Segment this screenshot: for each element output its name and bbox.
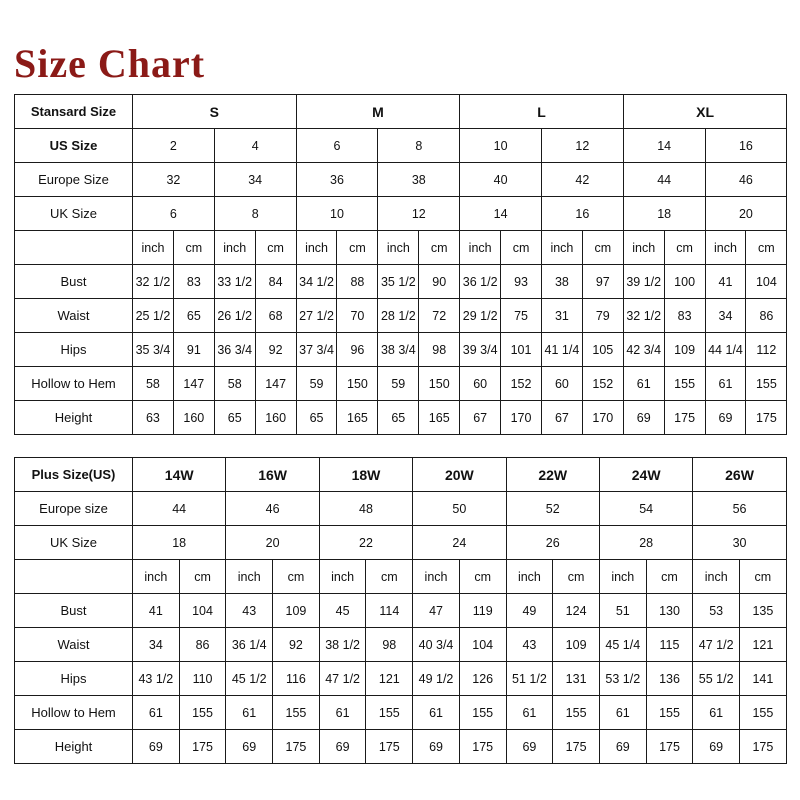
cell-height-15: 175 bbox=[746, 401, 787, 435]
cell-hips-8: 39 3/4 bbox=[460, 333, 501, 367]
plus-cell-waist-13: 121 bbox=[740, 628, 787, 662]
cell-hollow-13: 155 bbox=[664, 367, 705, 401]
cell-bust-3: 84 bbox=[255, 265, 296, 299]
cell-waist-10: 31 bbox=[541, 299, 582, 333]
cell-height-7: 165 bbox=[419, 401, 460, 435]
row-label-europe-size: Europe Size bbox=[15, 163, 133, 197]
plus-cell-waist-5: 98 bbox=[366, 628, 413, 662]
plus-cell-bust-12: 53 bbox=[693, 594, 740, 628]
plus-cell-height-10: 69 bbox=[599, 730, 646, 764]
plus-cell-height-8: 69 bbox=[506, 730, 553, 764]
cell-height-12: 69 bbox=[623, 401, 664, 435]
plus-cell-hollow-10: 61 bbox=[599, 696, 646, 730]
cell-height-0: 63 bbox=[133, 401, 174, 435]
page-title: Size Chart bbox=[14, 41, 206, 86]
plus-cell-hollow-6: 61 bbox=[413, 696, 460, 730]
cell-height-1: 160 bbox=[173, 401, 214, 435]
cell-bust-15: 104 bbox=[746, 265, 787, 299]
cell-hollow-14: 61 bbox=[705, 367, 746, 401]
cell-us-size-7: 16 bbox=[705, 129, 787, 163]
row-label-height: Height bbox=[15, 401, 133, 435]
plus-cell-hips-4: 47 1/2 bbox=[319, 662, 366, 696]
cell-waist-2: 26 1/2 bbox=[214, 299, 255, 333]
cell-height-2: 65 bbox=[214, 401, 255, 435]
plus-unit-cell-8: inch bbox=[506, 560, 553, 594]
table-row-height bbox=[15, 401, 787, 435]
unit-cell-10: inch bbox=[541, 231, 582, 265]
cell-europe-size-7: 46 bbox=[705, 163, 787, 197]
cell-bust-6: 35 1/2 bbox=[378, 265, 419, 299]
cell-bust-12: 39 1/2 bbox=[623, 265, 664, 299]
plus-row-label-height: Height bbox=[15, 730, 133, 764]
cell-hips-11: 105 bbox=[582, 333, 623, 367]
standard-size-table bbox=[14, 94, 787, 435]
plus-cell-height-5: 175 bbox=[366, 730, 413, 764]
plus-cell-bust-7: 119 bbox=[459, 594, 506, 628]
row-label-uk-size: UK Size bbox=[15, 197, 133, 231]
plus-cell-europe-1: 46 bbox=[226, 492, 319, 526]
plus-row-label-europe-size: Europe size bbox=[15, 492, 133, 526]
row-label-hollow-to-hem: Hollow to Hem bbox=[15, 367, 133, 401]
plus-unit-cell-1: cm bbox=[179, 560, 226, 594]
cell-hollow-7: 150 bbox=[419, 367, 460, 401]
cell-uk-size-2: 10 bbox=[296, 197, 378, 231]
plus-unit-cell-5: cm bbox=[366, 560, 413, 594]
cell-height-14: 69 bbox=[705, 401, 746, 435]
cell-hips-13: 109 bbox=[664, 333, 705, 367]
plus-cell-uk-2: 22 bbox=[319, 526, 412, 560]
plus-cell-hips-7: 126 bbox=[459, 662, 506, 696]
cell-bust-14: 41 bbox=[705, 265, 746, 299]
plus-unit-cell-12: inch bbox=[693, 560, 740, 594]
cell-europe-size-4: 40 bbox=[460, 163, 542, 197]
cell-hollow-15: 155 bbox=[746, 367, 787, 401]
plus-cell-europe-5: 54 bbox=[599, 492, 692, 526]
plus-cell-waist-2: 36 1/4 bbox=[226, 628, 273, 662]
unit-row-label bbox=[15, 231, 133, 265]
plus-cell-uk-3: 24 bbox=[413, 526, 506, 560]
plus-cell-bust-8: 49 bbox=[506, 594, 553, 628]
plus-row-label-hollow-to-hem: Hollow to Hem bbox=[15, 696, 133, 730]
cell-hips-12: 42 3/4 bbox=[623, 333, 664, 367]
plus-cell-bust-1: 104 bbox=[179, 594, 226, 628]
cell-europe-size-5: 42 bbox=[541, 163, 623, 197]
plus-cell-hips-13: 141 bbox=[740, 662, 787, 696]
plus-cell-hollow-5: 155 bbox=[366, 696, 413, 730]
cell-hollow-0: 58 bbox=[133, 367, 174, 401]
group-m: M bbox=[296, 95, 460, 129]
cell-hollow-3: 147 bbox=[255, 367, 296, 401]
unit-cell-4: inch bbox=[296, 231, 337, 265]
plus-unit-cell-4: inch bbox=[319, 560, 366, 594]
row-label-us-size: US Size bbox=[15, 129, 133, 163]
cell-uk-size-6: 18 bbox=[623, 197, 705, 231]
table-row-plus-waist bbox=[15, 628, 800, 662]
plus-cell-height-1: 175 bbox=[179, 730, 226, 764]
cell-waist-1: 65 bbox=[173, 299, 214, 333]
cell-hollow-8: 60 bbox=[460, 367, 501, 401]
unit-cell-12: inch bbox=[623, 231, 664, 265]
cell-hollow-6: 59 bbox=[378, 367, 419, 401]
plus-cell-waist-12: 47 1/2 bbox=[693, 628, 740, 662]
cell-bust-5: 88 bbox=[337, 265, 378, 299]
cell-uk-size-1: 8 bbox=[214, 197, 296, 231]
plus-cell-europe-2: 48 bbox=[319, 492, 412, 526]
plus-cell-hollow-11: 155 bbox=[646, 696, 693, 730]
plus-cell-hollow-13: 155 bbox=[740, 696, 787, 730]
plus-unit-cell-10: inch bbox=[599, 560, 646, 594]
table-row-bust bbox=[15, 265, 787, 299]
cell-europe-size-1: 34 bbox=[214, 163, 296, 197]
cell-europe-size-3: 38 bbox=[378, 163, 460, 197]
cell-uk-size-7: 20 bbox=[705, 197, 787, 231]
plus-cell-hips-6: 49 1/2 bbox=[413, 662, 460, 696]
plus-cell-hips-2: 45 1/2 bbox=[226, 662, 273, 696]
standard-header-label: Stansard Size bbox=[15, 95, 133, 129]
cell-us-size-5: 12 bbox=[541, 129, 623, 163]
table-row-plus-bust bbox=[15, 594, 800, 628]
table-row-plus-hollow-to-hem bbox=[15, 696, 800, 730]
unit-cell-8: inch bbox=[460, 231, 501, 265]
cell-height-8: 67 bbox=[460, 401, 501, 435]
plus-size-3: 20W bbox=[413, 458, 506, 492]
cell-bust-0: 32 1/2 bbox=[133, 265, 174, 299]
plus-size-6: 26W bbox=[693, 458, 786, 492]
cell-waist-6: 28 1/2 bbox=[378, 299, 419, 333]
cell-waist-15: 86 bbox=[746, 299, 787, 333]
table-row-waist bbox=[15, 299, 787, 333]
unit-cell-1: cm bbox=[173, 231, 214, 265]
unit-cell-7: cm bbox=[419, 231, 460, 265]
plus-cell-hollow-2: 61 bbox=[226, 696, 273, 730]
plus-size-table bbox=[14, 457, 800, 764]
cell-waist-4: 27 1/2 bbox=[296, 299, 337, 333]
cell-waist-11: 79 bbox=[582, 299, 623, 333]
unit-cell-6: inch bbox=[378, 231, 419, 265]
cell-bust-11: 97 bbox=[582, 265, 623, 299]
table-row-hollow-to-hem bbox=[15, 367, 787, 401]
plus-cell-height-9: 175 bbox=[553, 730, 600, 764]
cell-europe-size-2: 36 bbox=[296, 163, 378, 197]
unit-cell-14: inch bbox=[705, 231, 746, 265]
cell-hollow-12: 61 bbox=[623, 367, 664, 401]
plus-unit-cell-7: cm bbox=[459, 560, 506, 594]
plus-unit-cell-9: cm bbox=[553, 560, 600, 594]
plus-cell-bust-2: 43 bbox=[226, 594, 273, 628]
cell-hollow-1: 147 bbox=[173, 367, 214, 401]
cell-height-4: 65 bbox=[296, 401, 337, 435]
plus-cell-bust-4: 45 bbox=[319, 594, 366, 628]
table-row-plus-units bbox=[15, 560, 800, 594]
cell-bust-9: 93 bbox=[501, 265, 542, 299]
cell-hips-2: 36 3/4 bbox=[214, 333, 255, 367]
row-label-bust: Bust bbox=[15, 265, 133, 299]
plus-cell-europe-6: 56 bbox=[693, 492, 786, 526]
plus-cell-height-3: 175 bbox=[273, 730, 320, 764]
cell-bust-2: 33 1/2 bbox=[214, 265, 255, 299]
plus-cell-hollow-4: 61 bbox=[319, 696, 366, 730]
table-row-us-size bbox=[15, 129, 787, 163]
plus-table-tail-spacer bbox=[786, 458, 800, 764]
cell-waist-8: 29 1/2 bbox=[460, 299, 501, 333]
plus-unit-cell-13: cm bbox=[740, 560, 787, 594]
cell-bust-8: 36 1/2 bbox=[460, 265, 501, 299]
plus-cell-waist-6: 40 3/4 bbox=[413, 628, 460, 662]
cell-waist-5: 70 bbox=[337, 299, 378, 333]
cell-us-size-6: 14 bbox=[623, 129, 705, 163]
cell-waist-3: 68 bbox=[255, 299, 296, 333]
plus-cell-hips-12: 55 1/2 bbox=[693, 662, 740, 696]
plus-cell-height-13: 175 bbox=[740, 730, 787, 764]
cell-waist-0: 25 1/2 bbox=[133, 299, 174, 333]
plus-header-label: Plus Size(US) bbox=[15, 458, 133, 492]
cell-hollow-9: 152 bbox=[501, 367, 542, 401]
plus-cell-hips-0: 43 1/2 bbox=[133, 662, 180, 696]
cell-hips-0: 35 3/4 bbox=[133, 333, 174, 367]
plus-unit-row-label bbox=[15, 560, 133, 594]
plus-row-label-bust: Bust bbox=[15, 594, 133, 628]
cell-hips-6: 38 3/4 bbox=[378, 333, 419, 367]
cell-bust-13: 100 bbox=[664, 265, 705, 299]
cell-height-13: 175 bbox=[664, 401, 705, 435]
table-row-standard-header bbox=[15, 95, 787, 129]
plus-cell-waist-1: 86 bbox=[179, 628, 226, 662]
cell-hips-14: 44 1/4 bbox=[705, 333, 746, 367]
plus-cell-uk-6: 30 bbox=[693, 526, 786, 560]
cell-hips-10: 41 1/4 bbox=[541, 333, 582, 367]
plus-cell-waist-7: 104 bbox=[459, 628, 506, 662]
cell-hips-5: 96 bbox=[337, 333, 378, 367]
plus-cell-bust-9: 124 bbox=[553, 594, 600, 628]
cell-uk-size-0: 6 bbox=[133, 197, 215, 231]
cell-waist-13: 83 bbox=[664, 299, 705, 333]
plus-cell-uk-1: 20 bbox=[226, 526, 319, 560]
plus-cell-height-4: 69 bbox=[319, 730, 366, 764]
cell-hollow-11: 152 bbox=[582, 367, 623, 401]
plus-size-2: 18W bbox=[319, 458, 412, 492]
table-row-hips bbox=[15, 333, 787, 367]
plus-cell-hollow-8: 61 bbox=[506, 696, 553, 730]
plus-cell-bust-3: 109 bbox=[273, 594, 320, 628]
plus-cell-hips-1: 110 bbox=[179, 662, 226, 696]
cell-bust-10: 38 bbox=[541, 265, 582, 299]
plus-size-5: 24W bbox=[599, 458, 692, 492]
group-s: S bbox=[133, 95, 297, 129]
cell-hollow-5: 150 bbox=[337, 367, 378, 401]
cell-hips-4: 37 3/4 bbox=[296, 333, 337, 367]
table-row-plus-uk-size bbox=[15, 526, 800, 560]
plus-size-1: 16W bbox=[226, 458, 319, 492]
plus-row-label-waist: Waist bbox=[15, 628, 133, 662]
plus-cell-bust-0: 41 bbox=[133, 594, 180, 628]
row-label-waist: Waist bbox=[15, 299, 133, 333]
cell-hips-3: 92 bbox=[255, 333, 296, 367]
plus-cell-bust-6: 47 bbox=[413, 594, 460, 628]
plus-cell-waist-10: 45 1/4 bbox=[599, 628, 646, 662]
plus-cell-hollow-1: 155 bbox=[179, 696, 226, 730]
row-label-hips: Hips bbox=[15, 333, 133, 367]
unit-cell-11: cm bbox=[582, 231, 623, 265]
plus-cell-hollow-3: 155 bbox=[273, 696, 320, 730]
plus-cell-hips-8: 51 1/2 bbox=[506, 662, 553, 696]
plus-size-0: 14W bbox=[133, 458, 226, 492]
cell-uk-size-3: 12 bbox=[378, 197, 460, 231]
plus-cell-height-2: 69 bbox=[226, 730, 273, 764]
table-row-plus-height bbox=[15, 730, 800, 764]
plus-cell-hips-11: 136 bbox=[646, 662, 693, 696]
plus-cell-hips-10: 53 1/2 bbox=[599, 662, 646, 696]
plus-unit-cell-11: cm bbox=[646, 560, 693, 594]
plus-size-4: 22W bbox=[506, 458, 599, 492]
cell-bust-1: 83 bbox=[173, 265, 214, 299]
cell-height-5: 165 bbox=[337, 401, 378, 435]
plus-cell-waist-3: 92 bbox=[273, 628, 320, 662]
plus-cell-bust-11: 130 bbox=[646, 594, 693, 628]
cell-us-size-3: 8 bbox=[378, 129, 460, 163]
cell-height-9: 170 bbox=[501, 401, 542, 435]
cell-us-size-2: 6 bbox=[296, 129, 378, 163]
cell-bust-7: 90 bbox=[419, 265, 460, 299]
plus-unit-cell-3: cm bbox=[273, 560, 320, 594]
table-row-plus-hips bbox=[15, 662, 800, 696]
plus-row-label-hips: Hips bbox=[15, 662, 133, 696]
cell-hips-15: 112 bbox=[746, 333, 787, 367]
plus-row-label-uk-size: UK Size bbox=[15, 526, 133, 560]
plus-cell-waist-11: 115 bbox=[646, 628, 693, 662]
table-row-plus-europe-size bbox=[15, 492, 800, 526]
plus-cell-waist-0: 34 bbox=[133, 628, 180, 662]
cell-bust-4: 34 1/2 bbox=[296, 265, 337, 299]
plus-cell-europe-4: 52 bbox=[506, 492, 599, 526]
plus-unit-cell-0: inch bbox=[133, 560, 180, 594]
plus-cell-height-12: 69 bbox=[693, 730, 740, 764]
cell-waist-7: 72 bbox=[419, 299, 460, 333]
plus-cell-bust-5: 114 bbox=[366, 594, 413, 628]
cell-us-size-4: 10 bbox=[460, 129, 542, 163]
plus-cell-uk-0: 18 bbox=[133, 526, 226, 560]
cell-europe-size-0: 32 bbox=[133, 163, 215, 197]
plus-cell-bust-13: 135 bbox=[740, 594, 787, 628]
plus-cell-hips-3: 116 bbox=[273, 662, 320, 696]
cell-height-6: 65 bbox=[378, 401, 419, 435]
plus-cell-height-7: 175 bbox=[459, 730, 506, 764]
cell-hollow-4: 59 bbox=[296, 367, 337, 401]
plus-cell-hollow-7: 155 bbox=[459, 696, 506, 730]
cell-us-size-0: 2 bbox=[133, 129, 215, 163]
plus-unit-cell-2: inch bbox=[226, 560, 273, 594]
plus-cell-hollow-0: 61 bbox=[133, 696, 180, 730]
table-row-units bbox=[15, 231, 787, 265]
plus-cell-waist-4: 38 1/2 bbox=[319, 628, 366, 662]
plus-cell-hollow-12: 61 bbox=[693, 696, 740, 730]
cell-us-size-1: 4 bbox=[214, 129, 296, 163]
plus-cell-height-0: 69 bbox=[133, 730, 180, 764]
cell-uk-size-5: 16 bbox=[541, 197, 623, 231]
cell-waist-14: 34 bbox=[705, 299, 746, 333]
cell-hollow-2: 58 bbox=[214, 367, 255, 401]
cell-hips-9: 101 bbox=[501, 333, 542, 367]
table-row-europe-size bbox=[15, 163, 787, 197]
table-row-uk-size bbox=[15, 197, 787, 231]
plus-cell-europe-0: 44 bbox=[133, 492, 226, 526]
plus-cell-uk-4: 26 bbox=[506, 526, 599, 560]
table-row-plus-header bbox=[15, 458, 800, 492]
cell-height-10: 67 bbox=[541, 401, 582, 435]
cell-waist-9: 75 bbox=[501, 299, 542, 333]
cell-height-3: 160 bbox=[255, 401, 296, 435]
unit-cell-3: cm bbox=[255, 231, 296, 265]
plus-cell-waist-8: 43 bbox=[506, 628, 553, 662]
group-xl: XL bbox=[623, 95, 787, 129]
unit-cell-5: cm bbox=[337, 231, 378, 265]
cell-waist-12: 32 1/2 bbox=[623, 299, 664, 333]
plus-cell-uk-5: 28 bbox=[599, 526, 692, 560]
unit-cell-13: cm bbox=[664, 231, 705, 265]
plus-unit-cell-6: inch bbox=[413, 560, 460, 594]
plus-cell-hips-9: 131 bbox=[553, 662, 600, 696]
plus-cell-bust-10: 51 bbox=[599, 594, 646, 628]
cell-hips-1: 91 bbox=[173, 333, 214, 367]
cell-uk-size-4: 14 bbox=[460, 197, 542, 231]
group-l: L bbox=[460, 95, 624, 129]
cell-hollow-10: 60 bbox=[541, 367, 582, 401]
unit-cell-0: inch bbox=[133, 231, 174, 265]
plus-cell-height-6: 69 bbox=[413, 730, 460, 764]
plus-cell-height-11: 175 bbox=[646, 730, 693, 764]
cell-europe-size-6: 44 bbox=[623, 163, 705, 197]
unit-cell-9: cm bbox=[501, 231, 542, 265]
cell-hips-7: 98 bbox=[419, 333, 460, 367]
cell-height-11: 170 bbox=[582, 401, 623, 435]
unit-cell-2: inch bbox=[214, 231, 255, 265]
plus-cell-waist-9: 109 bbox=[553, 628, 600, 662]
unit-cell-15: cm bbox=[746, 231, 787, 265]
plus-cell-europe-3: 50 bbox=[413, 492, 506, 526]
plus-cell-hips-5: 121 bbox=[366, 662, 413, 696]
plus-cell-hollow-9: 155 bbox=[553, 696, 600, 730]
